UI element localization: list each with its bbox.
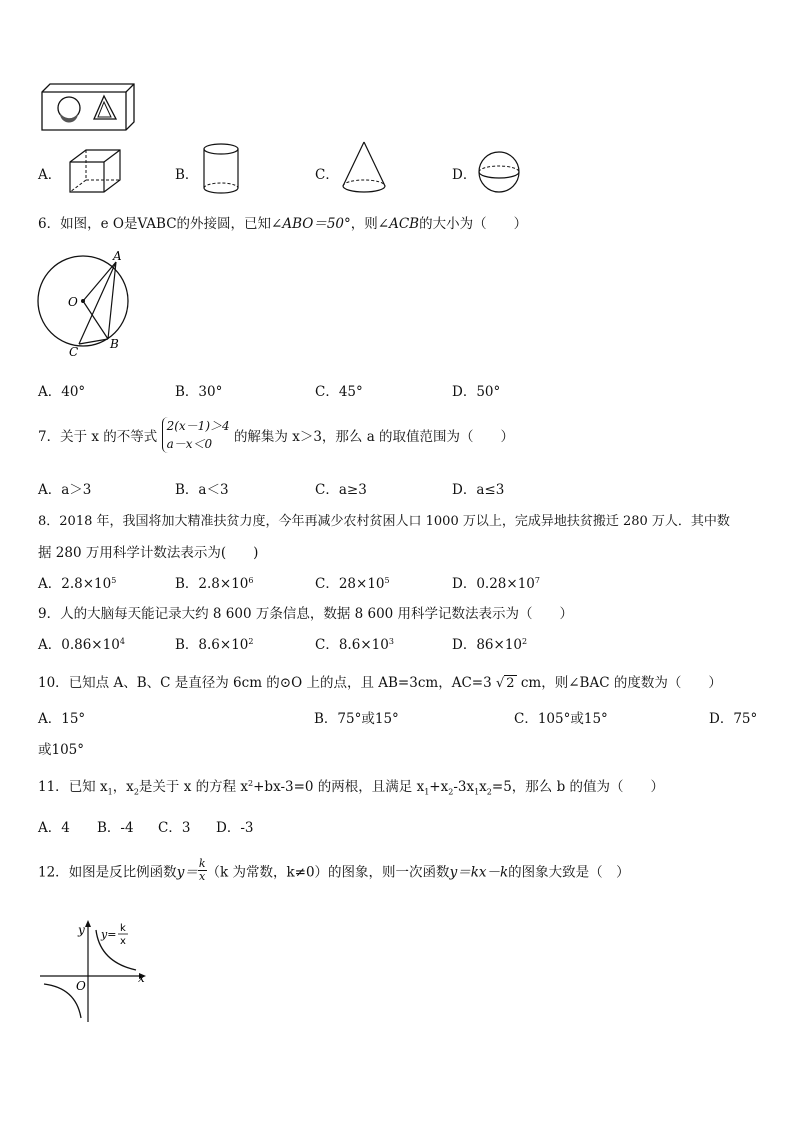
q9-option-a[interactable]: A．$0.86\times 10^4$ bbox=[38, 637, 125, 653]
q7-options bbox=[38, 478, 758, 498]
q9-option-b[interactable]: B．$8.6\times 10^2$ bbox=[175, 637, 254, 653]
label-o: O bbox=[68, 295, 78, 309]
axis-x-label: x bbox=[138, 971, 145, 985]
q7-option-a[interactable]: A．a＞3 bbox=[38, 482, 92, 498]
option-d-letter: D． bbox=[452, 167, 477, 183]
q11-option-b[interactable]: B．-4 bbox=[97, 820, 134, 836]
q11-option-c[interactable]: C．3 bbox=[158, 820, 191, 836]
label-c: C bbox=[69, 345, 79, 358]
q7-option-b[interactable]: B．a＜3 bbox=[175, 482, 229, 498]
q6-option-c[interactable]: C．45° bbox=[315, 384, 363, 400]
label-b: B bbox=[110, 337, 119, 351]
q7-option-d[interactable]: D．a≤3 bbox=[452, 482, 505, 498]
q10-option-a[interactable]: A．15° bbox=[38, 711, 86, 727]
axis-y-label: y bbox=[78, 923, 85, 937]
q8-option-d[interactable]: D．$0.28\times 10^7$ bbox=[452, 576, 540, 592]
q11-options bbox=[38, 816, 758, 836]
curve-label-k: k bbox=[120, 923, 126, 934]
question-8-line1: 8．2018 年，我国将加大精准扶贫力度，今年再减少农村贫困人口 1000 万以上，完成异地扶贫搬迁 280 万人．其中数 bbox=[38, 514, 730, 529]
option-c-letter: C． bbox=[315, 167, 339, 183]
option-b-letter: B． bbox=[175, 167, 199, 183]
q5-solid-figure bbox=[38, 82, 138, 134]
k-over-x-fraction: $\frac{k}{x}$ bbox=[198, 857, 206, 883]
question-10-stem: 10．已知点 A、B、C 是直径为 6cm 的⊙O 上的点，且 AB=3cm，AC=3 √ 2 cm，则∠BAC 的度数为（ ） bbox=[38, 675, 722, 691]
question-8-line2: 据 280 万用科学计数法表示为( ) bbox=[38, 545, 259, 561]
question-11-stem: 11．已知 $x_1$，$x_2$是关于 x 的方程 $x^2+bx-3=0$ 的两根，且满足 $x_1+x_2-3x_1x_2=5$，那么 b 的值为（ ） bbox=[38, 779, 665, 797]
q6-option-a[interactable]: A．40° bbox=[38, 384, 86, 400]
inequality-system: 2(x－1)＞4 a－x＜0 bbox=[162, 417, 230, 453]
q11-option-a[interactable]: A．4 bbox=[38, 820, 70, 836]
q6-circle-figure bbox=[36, 248, 136, 358]
q9-options bbox=[38, 633, 758, 653]
label-a: A bbox=[113, 249, 122, 263]
q10-option-d[interactable]: D．75° bbox=[709, 711, 758, 727]
q10-option-c[interactable]: C．105°或15° bbox=[514, 711, 608, 727]
q6-options bbox=[38, 380, 758, 400]
origin-label: O bbox=[76, 979, 86, 993]
q6-option-d[interactable]: D．50° bbox=[452, 384, 501, 400]
q12-hyperbola-graph bbox=[38, 918, 158, 1026]
q5-options bbox=[38, 160, 758, 196]
q10-option-b[interactable]: B．75°或15° bbox=[314, 711, 399, 727]
q6-option-b[interactable]: B．30° bbox=[175, 384, 223, 400]
option-a-letter: A． bbox=[38, 167, 62, 183]
sphere-icon bbox=[477, 150, 521, 194]
q8-option-c[interactable]: C．$28\times 10^5$ bbox=[315, 576, 390, 592]
q7-option-c[interactable]: C．a≥3 bbox=[315, 482, 367, 498]
q8-option-a[interactable]: A．$2.8\times 10^5$ bbox=[38, 576, 117, 592]
question-12-stem: 12．如图是反比例函数y＝ $\frac{k}{x}$ （k 为常数，k≠0）的图象，则一次函数y＝kx－k的图象大致是（ ） bbox=[38, 857, 630, 883]
q9-option-d[interactable]: D．$86\times 10^2$ bbox=[452, 637, 528, 653]
sqrt-symbol: √ 2 bbox=[495, 676, 515, 691]
question-7-stem: 7．关于 x 的不等式 2(x－1)＞4 a－x＜0 的解集为 x＞3，那么 a 的取值范围为（ ） bbox=[38, 419, 515, 451]
q10-options bbox=[38, 707, 758, 727]
curve-label-x: x bbox=[120, 936, 126, 947]
q8-option-b[interactable]: B．$2.8\times 10^6$ bbox=[175, 576, 254, 592]
q11-option-d[interactable]: D．-3 bbox=[216, 820, 254, 836]
q10-option-d-wrap: 或105° bbox=[38, 742, 85, 758]
curve-label-y: y= bbox=[101, 928, 117, 941]
cylinder-icon bbox=[201, 142, 241, 196]
question-9-stem: 9．人的大脑每天能记录大约 8 600 万条信息，数据 8 600 用科学记数法表示为（ ） bbox=[38, 606, 574, 622]
q8-options bbox=[38, 572, 758, 592]
cube-icon bbox=[68, 146, 124, 194]
cone-icon bbox=[340, 140, 388, 196]
q9-option-c[interactable]: C．$8.6\times 10^3$ bbox=[315, 637, 394, 653]
question-6-stem: 6．如图，e O是VABC的外接圆，已知∠ABO＝50°，则∠ACB的大小为（ ） bbox=[38, 216, 528, 232]
